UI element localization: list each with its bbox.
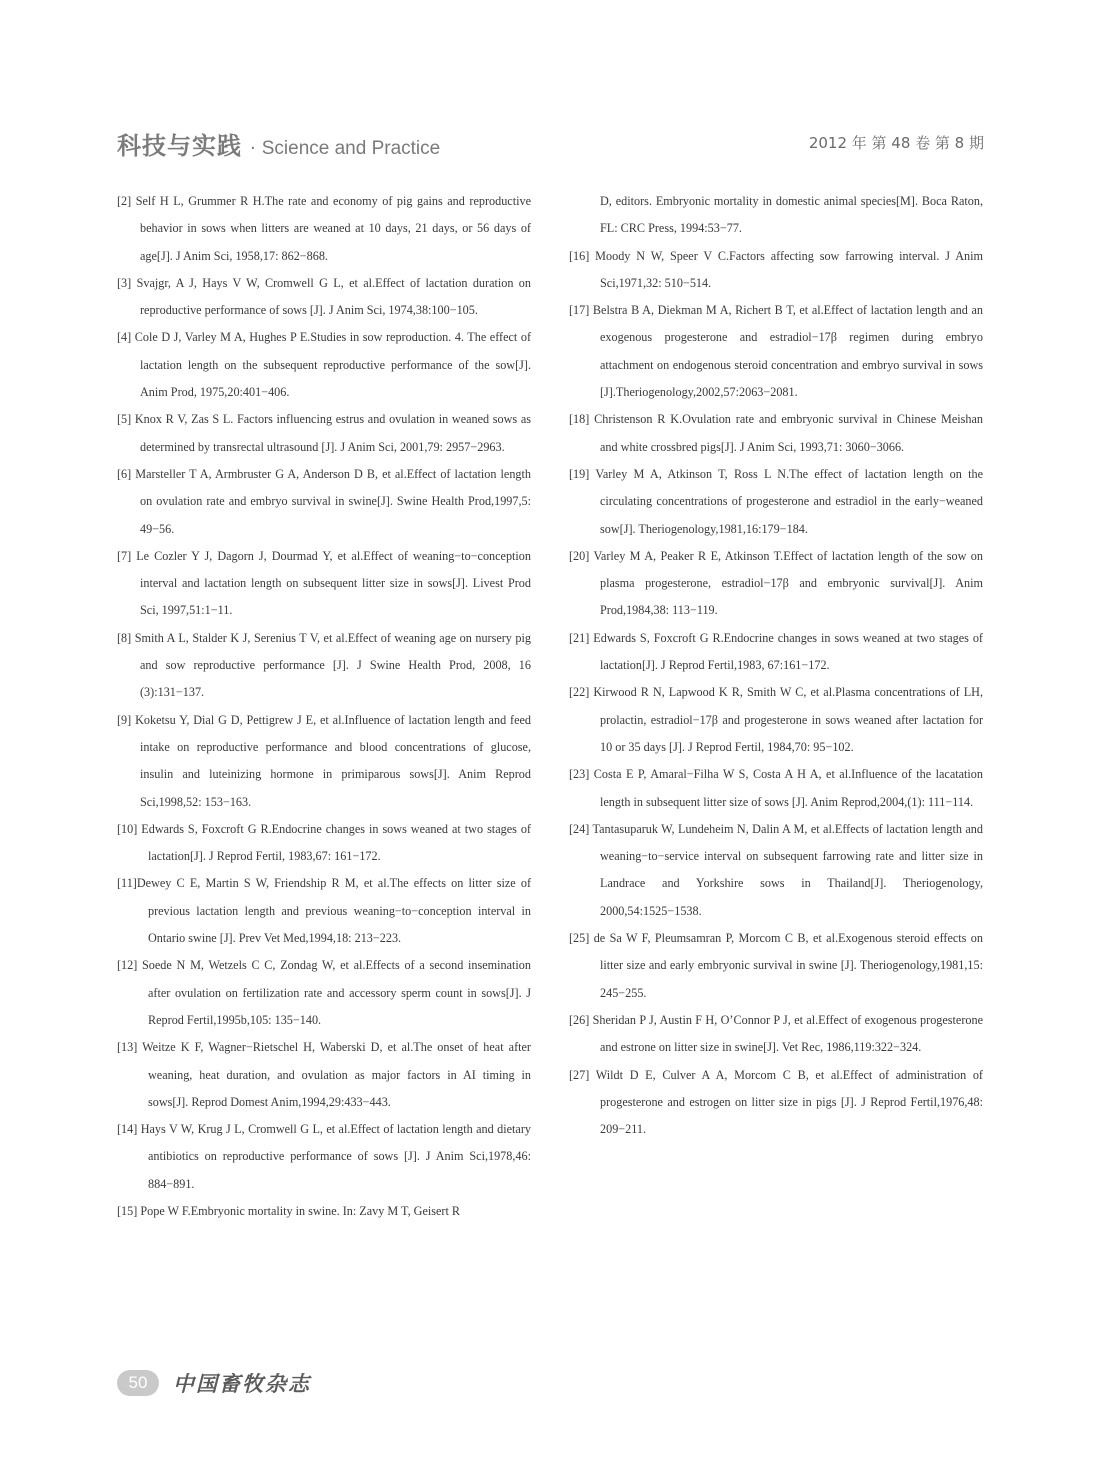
reference-item: [5] Knox R V, Zas S L. Factors influencing estrus and ovulation in weaned sows as determined by transrectal ultrasound [J]. J Anim Sci, 2001,79: 2957−2963. bbox=[117, 412, 531, 454]
reference-item: [8] Smith A L, Stalder K J, Serenius T V, et al.Effect of weaning age on nursery pig and sow reproductive performance [J]. J Swine Health Prod, 2008, 16 (3):131−137. bbox=[117, 630, 531, 700]
reference-item: [10] Edwards S, Foxcroft G R.Endocrine changes in sows weaned at two stages of lactation[J]. J Reprod Fertil, 1983,67: 161−172. bbox=[117, 821, 531, 864]
reference-item: [11]Dewey C E, Martin S W, Friendship R M, et al.The effects on litter size of previous lactation length and previous weaning−to−conception interval in Ontario swine [J]. Prev Vet Med,1994,18: 213−223. bbox=[117, 876, 531, 946]
reference-item: [21] Edwards S, Foxcroft G R.Endocrine changes in sows weaned at two stages of lactation[J]. J Reprod Fertil,1983, 67:161−172. bbox=[569, 630, 983, 673]
reference-item: [23] Costa E P, Amaral−Filha W S, Costa A H A, et al.Influence of the lacatation length in subsequent litter size of sows [J]. Anim Reprod,2004,(1): 111−114. bbox=[569, 767, 983, 809]
reference-item: [25] de Sa W F, Pleumsamran P, Morcom C B, et al.Exogenous steroid effects on litter size and early embryonic survival in swine [J]. Theriogenology,1981,15: 245−255. bbox=[569, 931, 983, 1000]
reference-column-right bbox=[569, 188, 983, 1143]
reference-item: [6] Marsteller T A, Armbruster G A, Anderson D B, et al.Effect of lactation length on ovulation rate and embryo survival in swine[J]. Swine Health Prod,1997,5: 49−56. bbox=[117, 466, 531, 536]
title-separator: · bbox=[250, 138, 256, 159]
running-header bbox=[117, 126, 984, 160]
reference-item: [4] Cole D J, Varley M A, Hughes P E.Studies in sow reproduction. 4. The effect of lactation length on the subsequent reproductive performance of the sow[J]. Anim Prod, 1975,20:401−406. bbox=[117, 330, 531, 400]
reference-item: [9] Koketsu Y, Dial G D, Pettigrew J E, et al.Influence of lactation length and feed intake on reproductive performance and blood concentrations of glucose, insulin and luteinizing hormone in primiparous sows[J]. Anim Reprod Sci,1998,52: 153−163. bbox=[117, 712, 531, 809]
reference-item: [19] Varley M A, Atkinson T, Ross L N.The effect of lactation length on the circulating concentrations of progesterone and estradiol in the early−weaned sow[J]. Theriogenology,1981,16:179−184. bbox=[569, 466, 983, 536]
journal-name: 中国畜牧杂志 bbox=[173, 1371, 311, 1396]
section-title-en: Science and Practice bbox=[261, 138, 441, 159]
reference-column-left bbox=[117, 188, 531, 1225]
reference-item: [24] Tantasuparuk W, Lundeheim N, Dalin A M, et al.Effects of lactation length and weaning−to−service interval on subsequent farrowing rate and litter size in Landrace and Yorkshire sows in Thailand[J]. Theriogenology, 2000,54:1525−1538. bbox=[569, 821, 983, 918]
reference-item: [17] Belstra B A, Diekman M A, Richert B T, et al.Effect of lactation length and an exogenous progesterone and estradiol−17β regimen during embryo attachment on endogenous steroid concentration and embryo survival in sows [J].Theriogenology,2002,57:2063−2081. bbox=[569, 303, 983, 400]
reference-item: [3] Svajgr, A J, Hays V W, Cromwell G L, et al.Effect of lactation duration on reproductive performance of sows [J]. J Anim Sci, 1974,38:100−105. bbox=[117, 275, 531, 318]
section-title bbox=[117, 126, 440, 160]
reference-item: [14] Hays V W, Krug J L, Cromwell G L, et al.Effect of lactation length and dietary antibiotics on reproductive performance of sows [J]. J Anim Sci,1978,46: 884−891. bbox=[117, 1122, 531, 1191]
section-title-cn: 科技与实践 bbox=[117, 132, 242, 160]
reference-item: [13] Weitze K F, Wagner−Rietschel H, Waberski D, et al.The onset of heat after weaning, heat duration, and ovulation as major factors in AI timing in sows[J]. Reprod Domest Anim,1994,29:433−443. bbox=[117, 1040, 531, 1109]
page-footer bbox=[117, 1368, 311, 1398]
issue-info: 2012 年 第 48 卷 第 8 期 bbox=[808, 134, 984, 152]
reference-item: [22] Kirwood R N, Lapwood K R, Smith W C, et al.Plasma concentrations of LH, prolactin, estradiol−17β and progesterone in sows weaned after lactation for 10 or 35 days [J]. J Reprod Fertil, 1984,70: 95−102. bbox=[569, 685, 983, 754]
reference-item: [20] Varley M A, Peaker R E, Atkinson T.Effect of lactation length of the sow on plasma progesterone, estradiol−17β and embryonic survival[J]. Anim Prod,1984,38: 113−119. bbox=[569, 548, 983, 618]
reference-item: [2] Self H L, Grummer R H.The rate and economy of pig gains and reproductive behavior in sows when litters are weaned at 10 days, 21 days, or 56 days of age[J]. J Anim Sci, 1958,17: 862−868. bbox=[117, 194, 531, 263]
reference-item: [18] Christenson R K.Ovulation rate and embryonic survival in Chinese Meishan and white crossbred pigs[J]. J Anim Sci, 1993,71: 3060−3066. bbox=[569, 412, 983, 454]
reference-continuation: D, editors. Embryonic mortality in domestic animal species[M]. Boca Raton, FL: CRC Press, 1994:53−77. bbox=[600, 194, 983, 236]
reference-item: [7] Le Cozler Y J, Dagorn J, Dourmad Y, et al.Effect of weaning−to−conception interval and lactation length on subsequent litter size in sows[J]. Livest Prod Sci, 1997,51:1−11. bbox=[117, 548, 531, 618]
reference-item: [26] Sheridan P J, Austin F H, O’Connor P J, et al.Effect of exogenous progesterone and estrone on litter size in swine[J]. Vet Rec, 1986,119:322−324. bbox=[569, 1012, 983, 1055]
reference-item: [27] Wildt D E, Culver A A, Morcom C B, et al.Effect of administration of progesterone and estrogen on litter size in pigs [J]. J Reprod Fertil,1976,48: 209−211. bbox=[569, 1067, 983, 1137]
reference-item: [15] Pope W F.Embryonic mortality in swine. In: Zavy M T, Geisert R bbox=[117, 1203, 461, 1218]
page-number: 50 bbox=[117, 1370, 159, 1396]
reference-item: [12] Soede N M, Wetzels C C, Zondag W, et al.Effects of a second insemination after ovulation on fertilization rate and accessory sperm count in sows[J]. J Reprod Fertil,1995b,105: 135−140. bbox=[117, 958, 531, 1027]
reference-item: [16] Moody N W, Speer V C.Factors affecting sow farrowing interval. J Anim Sci,1971,32: 510−514. bbox=[569, 248, 983, 290]
